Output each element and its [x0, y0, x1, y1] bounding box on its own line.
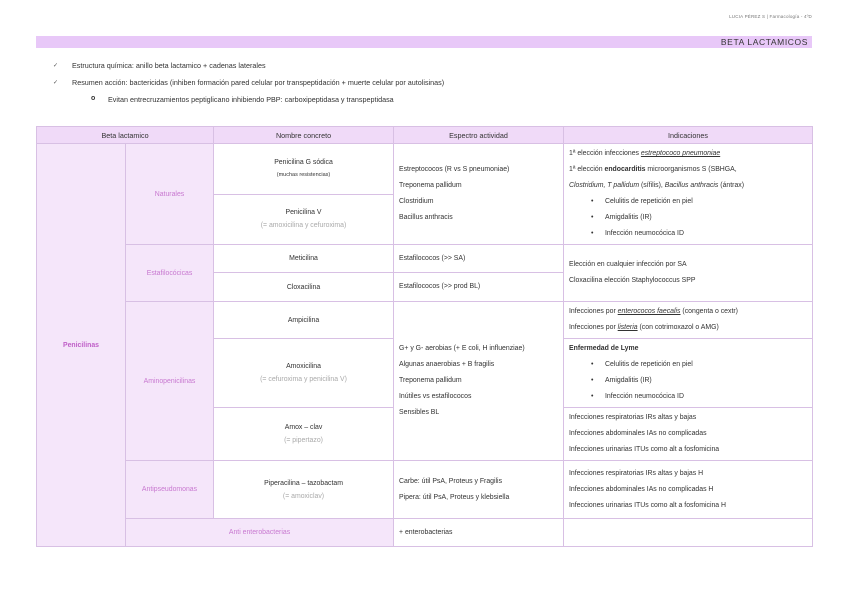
spectrum-naturales — [394, 144, 564, 245]
drug-name: Penicilina G sódica — [274, 158, 333, 166]
table-row — [37, 461, 813, 519]
indication-line — [569, 304, 807, 320]
table-row — [37, 302, 813, 339]
indication-list — [569, 194, 807, 242]
list-item: • Amigdalitis (IR) — [569, 373, 807, 389]
indication-line — [569, 178, 807, 194]
group-naturales: Naturales — [126, 144, 214, 245]
indication-line: Infecciones abdominales IAs no complicadas — [569, 430, 707, 437]
spectrum-item: Sensibles BL — [399, 409, 440, 416]
page-title: BETA LACTAMICOS — [720, 37, 808, 47]
indication-list — [569, 357, 807, 405]
header-beta-lactamico: Beta lactamico — [37, 127, 214, 144]
drug-amoxicilina — [214, 339, 394, 408]
bullet-mechanism: o Evitan entrecruzamientos peptiglicano inhibiendo PBP: carboxipeptidasa y transpeptidasa — [36, 93, 444, 110]
spectrum-item: Clostridium — [399, 198, 434, 205]
list-item: • Celulitis de repetición en piel — [569, 194, 807, 210]
drug-note: (= cefuroxima y penicilina V) — [260, 376, 347, 383]
spectrum-cloxacilina: Estafilococos (>> prod BL) — [394, 273, 564, 302]
indications-ampicilina — [564, 302, 813, 339]
indications-antipseudomonas — [564, 461, 813, 519]
drug-ampicilina: Ampicilina — [214, 302, 394, 339]
indication-line: Infecciones abdominales IAs no complicadas H — [569, 485, 714, 493]
text-bold: endocarditis — [604, 166, 646, 173]
drug-meticilina: Meticilina — [214, 245, 394, 273]
header-note: LUCIA PÉREZ S | Farmacología - 4ºD — [729, 14, 812, 19]
text: Infecciones por — [569, 324, 618, 331]
family-penicilinas: Penicilinas — [37, 144, 126, 547]
table-row — [37, 144, 813, 195]
table-row — [37, 245, 813, 273]
indication-line: Infecciones urinarias ITUs como alt a fosfomicina H — [569, 501, 727, 509]
text-emph: enterococos faecalis — [617, 308, 681, 315]
summary-bullets — [36, 59, 444, 110]
beta-lactam-table — [36, 126, 813, 547]
spectrum-item: Treponema pallidum — [399, 377, 462, 384]
indications-amoxicilina — [564, 339, 813, 408]
text: 1ª elección infecciones — [569, 150, 641, 157]
spectrum-item: Algunas anaerobias + B fragilis — [399, 361, 495, 368]
group-estafilococicas: Estafilocócicas — [126, 245, 214, 302]
spectrum-item: Bacillus anthracis — [399, 214, 453, 221]
list-item: • Infección neumocócica ID — [569, 389, 807, 405]
indication-line: Infecciones respiratorias IRs altas y bajas — [569, 414, 697, 421]
text: microorganismos S (SBHGA, — [645, 166, 737, 173]
drug-penicilina-g — [214, 144, 394, 195]
indication-title: Enfermedad de Lyme — [569, 345, 639, 352]
header-indicaciones: Indicaciones — [564, 127, 813, 144]
text: 1ª elección — [569, 166, 605, 173]
text-emph: listeria — [617, 324, 638, 331]
drug-penicilina-v — [214, 194, 394, 245]
drug-cloxacilina: Cloxacilina — [214, 273, 394, 302]
indication-line: Cloxacilina elección Staphylococcus SPP — [569, 277, 696, 284]
table-row — [37, 519, 813, 547]
list-item: • Amigdalitis (IR) — [569, 210, 807, 226]
drug-amox-clav — [214, 408, 394, 461]
list-item: • Celulitis de repetición en piel — [569, 357, 807, 373]
list-item: • Infección neumocócica ID — [569, 226, 807, 242]
indication-line: Elección en cualquier infección por SA — [569, 261, 687, 268]
group-anti-enterobacterias: Anti enterobacterias — [126, 519, 394, 547]
indication-line — [569, 320, 807, 336]
indications-anti-enterobacterias — [564, 519, 813, 547]
indication-line: Infecciones urinarias ITUs como alt a fosfomicina — [569, 446, 720, 453]
text: (con cotrimoxazol o AMG) — [637, 324, 719, 331]
spectrum-item: Carbe: útil PsA, Proteus y Fragilis — [399, 477, 503, 485]
spectrum-item: Pipera: útil PsA, Proteus y klebsiella — [399, 493, 510, 501]
indication-line: Infecciones respiratorias IRs altas y bajas H — [569, 469, 704, 477]
text-italic: Clostridium, T pallidum — [569, 182, 640, 189]
header-nombre: Nombre concreto — [214, 127, 394, 144]
drug-piperacilina — [214, 461, 394, 519]
indications-estafilococicas — [564, 245, 813, 302]
text: (sífilis), — [639, 182, 665, 189]
text-emph: estreptococo pneumoniae — [640, 150, 721, 157]
text: Infecciones por — [569, 308, 618, 315]
spectrum-meticilina: Estafilococos (>> SA) — [394, 245, 564, 273]
drug-note: (= pipertazo) — [284, 437, 323, 444]
spectrum-item: Inútiles vs estafilococos — [399, 393, 472, 400]
spectrum-antipseudomonas — [394, 461, 564, 519]
bullet-action: ✓ Resumen acción: bactericidas (inhiben formación pared celular por transpeptidación + muerte celular por autolisinas) — [36, 76, 444, 93]
table-header-row — [37, 127, 813, 144]
drug-name: Piperacilina – tazobactam — [264, 479, 343, 487]
text-italic: Bacillus anthracis — [664, 182, 719, 189]
drug-name: Penicilina V — [285, 209, 322, 217]
drug-name: Amox – clav — [284, 424, 323, 431]
spectrum-anti-enterobacterias: + enterobacterias — [394, 519, 564, 547]
indication-line — [569, 146, 807, 162]
indications-naturales — [564, 144, 813, 245]
indications-amox-clav — [564, 408, 813, 461]
spectrum-item: G+ y G- aerobias (+ E coli, H influenziae) — [399, 345, 525, 352]
spectrum-item: Treponema pallidum — [399, 182, 462, 189]
bullet-structure: ✓ Estructura química: anillo beta lactamico + cadenas laterales — [36, 59, 444, 76]
indication-line — [569, 162, 807, 178]
text: (ántrax) — [718, 182, 745, 189]
group-antipseudomonas: Antipseudomonas — [126, 461, 214, 519]
header-espectro: Espectro actividad — [394, 127, 564, 144]
spectrum-aminopenicilinas — [394, 302, 564, 461]
text: (congenta o cextr) — [680, 308, 738, 315]
drug-note: (= amoxiclav) — [282, 492, 325, 500]
drug-name: Amoxicilina — [286, 363, 321, 370]
drug-note: (muchas resistencias) — [276, 171, 331, 178]
group-aminopenicilinas: Aminopenicilinas — [126, 302, 214, 461]
drug-note: (= amoxicilina y cefuroxima) — [260, 222, 347, 230]
title-bar — [36, 36, 812, 48]
spectrum-item: Estreptococos (R vs S pneumoniae) — [399, 166, 510, 173]
